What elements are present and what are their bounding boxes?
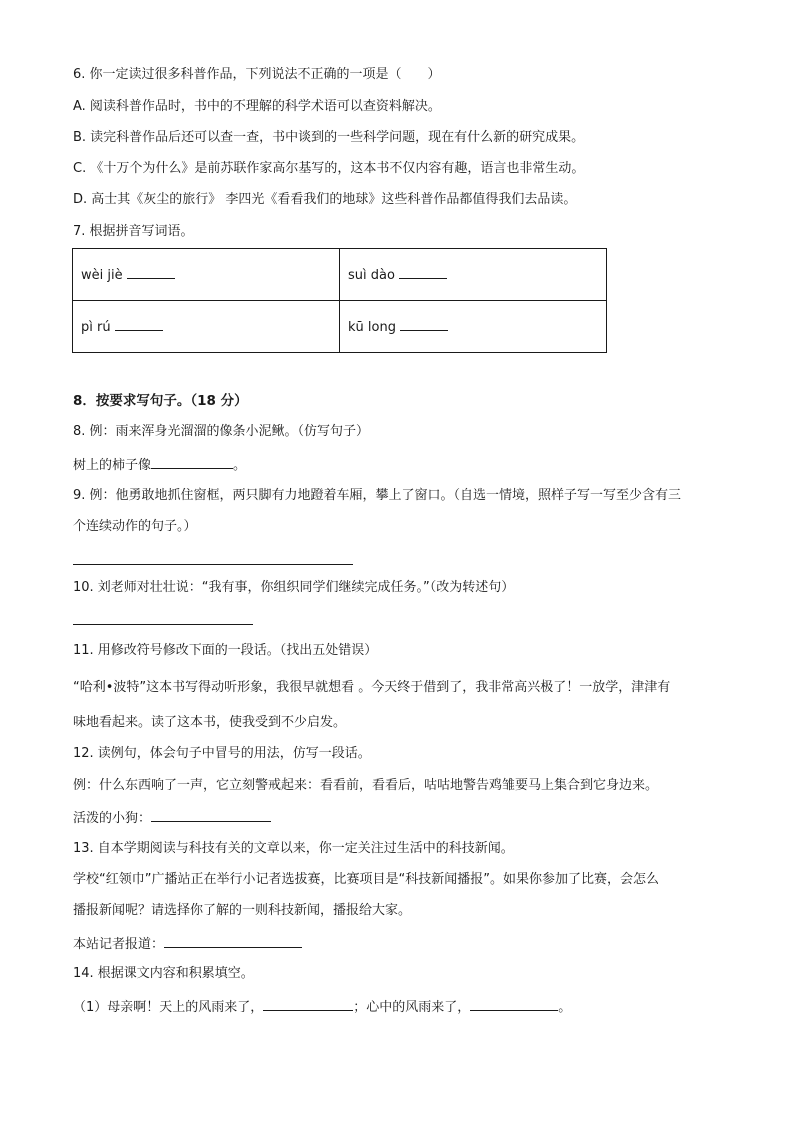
answer-blank[interactable]	[399, 266, 447, 279]
q9-stem-line2: 个连续动作的句子。）	[73, 519, 197, 534]
pinyin-cell	[340, 301, 607, 353]
q6-option-d: D. 高士其《灰尘的旅行》 李四光《看看我们的地球》这些科普作品都值得我们去品读。	[73, 192, 577, 207]
answer-blank[interactable]	[164, 934, 302, 948]
q6-option-c: C. 《十万个为什么》是前苏联作家高尔基写的，这本书不仅内容有趣，语言也非常生动。	[73, 161, 585, 176]
pinyin-cell	[73, 249, 340, 301]
answer-blank[interactable]	[73, 564, 353, 565]
pinyin-label: wèi jiè	[81, 268, 123, 283]
q13-stem: 13. 自本学期阅读与科技有关的文章以来，你一定关注过生活中的科技新闻。	[73, 841, 514, 856]
answer-blank[interactable]	[127, 266, 175, 279]
answer-prefix: 本站记者报道：	[73, 937, 165, 952]
pinyin-label: pì rú	[81, 320, 111, 335]
answer-blank[interactable]	[400, 318, 448, 331]
q11-stem: 11. 用修改符号修改下面的一段话。（找出五处错误）	[73, 643, 378, 658]
answer-prefix: 活泼的小狗：	[73, 811, 152, 826]
section-heading: 8．按要求写句子。（18 分）	[73, 393, 248, 409]
q11-passage-line2: 味地看起来。读了这本书，使我受到不少启发。	[73, 715, 347, 730]
pinyin-table	[72, 248, 607, 353]
answer-suffix: 。	[233, 458, 247, 473]
answer-blank[interactable]	[263, 997, 353, 1011]
pinyin-label: suì dào	[348, 268, 395, 283]
q8-stem: 8. 例：雨来浑身光溜溜的像条小泥鳅。（仿写句子）	[73, 424, 370, 439]
pinyin-cell	[340, 249, 607, 301]
q14-part1-text-a: （1）母亲啊！天上的风雨来了，	[73, 1000, 264, 1015]
pinyin-label: kū long	[348, 320, 396, 335]
q10-stem: 10. 刘老师对壮壮说：“我有事，你组织同学们继续完成任务。”（改为转述句）	[73, 580, 515, 595]
q12-stem: 12. 读例句，体会句子中冒号的用法，仿写一段话。	[73, 746, 371, 761]
q13-context-line1: 学校“红领巾”广播站正在举行小记者选拔赛，比赛项目是“科技新闻播报”。如果你参加了比赛，会怎么	[73, 872, 659, 887]
answer-prefix: 树上的柿子像	[73, 458, 152, 473]
q6-option-a: A. 阅读科普作品时，书中的不理解的科学术语可以查资料解决。	[73, 99, 441, 114]
q13-context-line2: 播报新闻呢？请选择你了解的一则科技新闻，播报给大家。	[73, 903, 412, 918]
answer-blank[interactable]	[470, 997, 558, 1011]
q14-part1-text-c: 。	[558, 1000, 572, 1015]
q11-passage-line1: “哈利•波特”这本书写得动听形象，我很早就想看 。今天终于借到了，我非常高兴极了！一放学，津津有	[73, 680, 671, 695]
answer-blank[interactable]	[73, 624, 253, 625]
q8-answer-line	[73, 455, 246, 475]
q6-stem: 6. 你一定读过很多科普作品，下列说法不正确的一项是（ ）	[73, 67, 441, 82]
answer-blank[interactable]	[151, 808, 271, 822]
answer-blank[interactable]	[151, 455, 233, 469]
q9-stem-line1: 9. 例：他勇敢地抓住窗框，两只脚有力地蹬着车厢，攀上了窗口。（自选一情境，照样子写一写至少含有三	[73, 488, 682, 503]
q14-part1-text-b: ；心中的风雨来了，	[353, 1000, 471, 1015]
q13-answer-line	[73, 934, 302, 954]
q14-stem: 14. 根据课文内容和积累填空。	[73, 966, 254, 981]
answer-blank[interactable]	[115, 318, 163, 331]
q14-part1	[73, 997, 571, 1017]
pinyin-cell	[73, 301, 340, 353]
q6-option-b: B. 读完科普作品后还可以查一查，书中谈到的一些科学问题，现在有什么新的研究成果。	[73, 130, 585, 145]
q7-stem: 7. 根据拼音写词语。	[73, 224, 194, 239]
q12-answer-line	[73, 808, 271, 828]
q12-example: 例：什么东西响了一声，它立刻警戒起来：看看前，看看后，咕咕地警告鸡雏要马上集合到它身边来。	[73, 778, 659, 793]
